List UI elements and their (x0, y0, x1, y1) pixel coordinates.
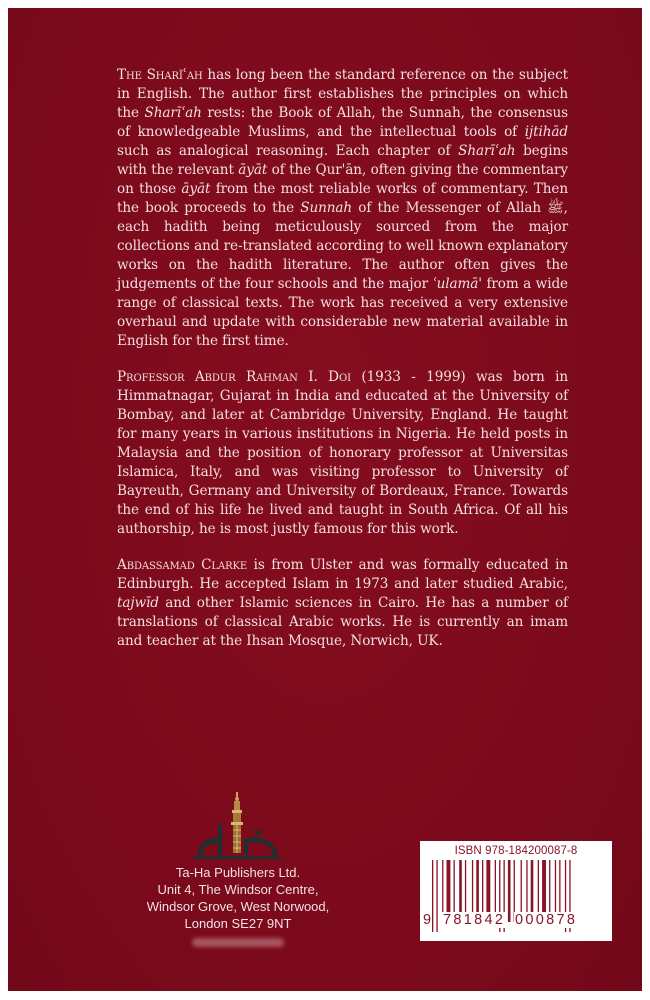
blurred-website (192, 938, 284, 947)
text-run: from a wide range of classical texts. The work has received a very extensive overhaul and update with considerable new material available in English for the first time. (117, 276, 568, 349)
text-run: begins with the relevant (117, 143, 568, 178)
text-run: rests: the Book of Allah, the Sunnah, the consensus of knowledgeable Muslims, and the intellectual tools of (117, 105, 569, 140)
text-run: from the most reliable works of commentary. Then the book proceeds to the (117, 181, 569, 216)
italic-term: Sharīʿah (144, 105, 202, 121)
isbn-label: ISBN 978-184200087-8 (454, 845, 578, 857)
barcode-bar (436, 860, 437, 932)
italic-term: ʿulamā' (432, 276, 482, 292)
translator-bio-paragraph (117, 556, 568, 651)
italic-term: tajwīd (117, 595, 159, 611)
text-run: of the Messenger of Allah ﷺ, each hadith being meticulously sourced from the major collections and re-translated according to well known explanatory works on the hadith literature. The author often gives the judgements of the four schools and the major (117, 200, 568, 292)
author-name-smallcaps: Professor Abdur Rahman I. Doi (117, 369, 351, 385)
italic-term: āyāt (238, 162, 268, 178)
translator-name-smallcaps: Abdassamad Clarke (117, 557, 248, 573)
publisher-address (108, 864, 368, 947)
text-run: such as analogical reasoning. Each chapter of (117, 143, 459, 159)
text-run: (1933 - 1999) was born in Himmatnagar, Gujarat in India and educated at the University of Bombay, and later at Cambridge University, England. He taught for many years in various institutions in Nigeria. He held posts in Malaysia and the position of honorary professor at Universitas Islamica, Italy, and was visiting professor to University of Bayreuth, Germany and University of Bordeaux, France. Towards the end of his life he lived and taught in South Africa. Of all his authorship, he is most justly famous for this work. (117, 369, 568, 537)
italic-term: āyāt (181, 181, 211, 197)
text-run: and other Islamic sciences in Cairo. He has a number of translations of classical Arabic works. He is currently an imam and teacher at the Ihsan Mosque, Norwich, UK. (117, 595, 568, 649)
barcode-bar (508, 860, 511, 922)
barcode-bar (432, 860, 433, 932)
blurb-text (117, 66, 568, 668)
text-run: of the Qur'ān, often giving the commentary on those (117, 162, 568, 197)
barcode-lead-digit: 9 (423, 912, 432, 928)
text-run: is from Ulster and was formally educated in Edinburgh. He accepted Islam in 1973 and later studied Arabic, (117, 557, 568, 592)
ta-ha-minaret-logo-icon (192, 792, 284, 860)
barcode-right-digits: 000878 (515, 912, 578, 928)
author-bio-paragraph (117, 368, 568, 539)
book-title-smallcaps: The Sharīʿah (117, 67, 203, 83)
isbn-barcode (420, 841, 612, 941)
book-description-paragraph (117, 66, 568, 351)
address-line: Windsor Grove, West Norwood, (146, 899, 330, 914)
barcode-left-digits: 781842 (443, 912, 506, 928)
address-line: London SE27 9NT (184, 916, 292, 931)
italic-term: ijtihād (524, 124, 568, 140)
text-run: has long been the standard reference on the subject in English. The author first establishes the principles on which the (117, 67, 568, 121)
publisher-name: Ta-Ha Publishers Ltd. (175, 865, 301, 880)
address-line: Unit 4, The Windsor Centre, (157, 882, 319, 897)
book-back-cover (8, 8, 642, 991)
italic-term: Sharīʿah (458, 143, 516, 159)
italic-term: Sunnah (300, 200, 353, 216)
